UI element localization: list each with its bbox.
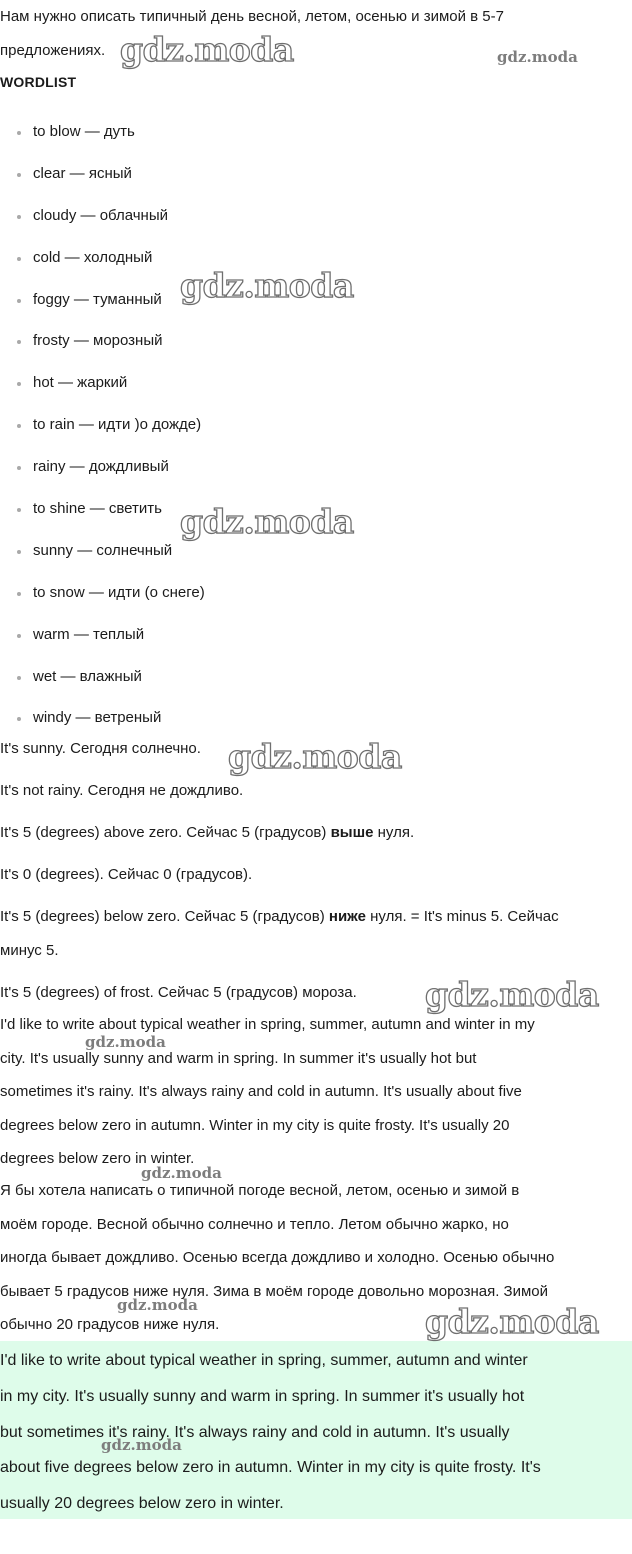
list-item: to snow — идти (о снеге) <box>0 575 205 617</box>
list-item: windy — ветреный <box>0 700 205 742</box>
answer-box <box>0 1341 632 1519</box>
paragraph-line: degrees below zero in winter. <box>0 1150 195 1168</box>
example-sentence: It's sunny. Сегодня солнечно. <box>0 740 201 757</box>
list-item: foggy — туманный <box>0 282 205 324</box>
list-item: rainy — дождливый <box>0 449 205 491</box>
example-sentence <box>0 906 559 928</box>
watermark-logo: gdz.moda <box>120 30 294 69</box>
example-sentence: It's not rainy. Сегодня не дождливо. <box>0 782 244 799</box>
paragraph-line: sometimes it's rainy. It's always rainy and cold in autumn. It's usually about five <box>0 1083 522 1101</box>
list-item: cold — холодный <box>0 240 205 282</box>
paragraph-line: бывает 5 градусов ниже нуля. Зима в моём городе довольно морозная. Зимой <box>0 1282 549 1300</box>
example-text: It's 5 (degrees) above zero. Сейчас 5 (градусов) <box>0 824 331 841</box>
list-item: to shine — светить <box>0 491 205 533</box>
list-item: to rain — идти )о дожде) <box>0 407 205 449</box>
list-item: hot — жаркий <box>0 365 205 407</box>
list-item: wet — влажный <box>0 659 205 701</box>
list-item: sunny — солнечный <box>0 533 205 575</box>
watermark-logo: gdz.moda <box>425 975 599 1014</box>
example-text: It's 5 (degrees) below zero. Сейчас 5 (градусов) <box>0 908 329 925</box>
paragraph-line: Я бы хотела написать о типичной погоде весной, летом, осенью и зимой в <box>0 1182 520 1199</box>
watermark-logo: gdz.moda <box>85 1033 166 1051</box>
paragraph-line: моём городе. Весной обычно солнечно и тепло. Летом обычно жарко, но <box>0 1215 509 1233</box>
intro-line-2: предложениях. <box>0 42 106 59</box>
wordlist-heading: WORDLIST <box>0 74 77 90</box>
example-text: нуля. = It's minus 5. Сейчас <box>365 908 559 925</box>
example-sentence: It's 5 (degrees) of frost. Сейчас 5 (градусов) мороза. <box>0 984 357 1001</box>
example-sentence: It's 0 (degrees). Сейчас 0 (градусов). <box>0 866 253 883</box>
intro-line-1: Нам нужно описать типичный день весной, летом, осенью и зимой в 5-7 <box>0 8 504 25</box>
watermark-logo: gdz.moda <box>425 1302 599 1341</box>
list-item: clear — ясный <box>0 156 205 198</box>
russian-paragraph <box>0 1174 632 1342</box>
example-sentence <box>0 822 414 844</box>
wordlist <box>0 114 205 742</box>
paragraph-line: city. It's usually sunny and warm in spring. In summer it's usually hot but <box>0 1049 477 1067</box>
watermark-logo: gdz.moda <box>101 1436 182 1454</box>
example-bold-word: выше <box>330 824 374 841</box>
list-item: warm — теплый <box>0 617 205 659</box>
example-sentence-continued: минус 5. <box>0 942 59 959</box>
list-item: cloudy — облачный <box>0 198 205 240</box>
watermark-logo: gdz.moda <box>497 48 578 66</box>
answer-line: in my city. It's usually sunny and warm in spring. In summer it's usually hot <box>0 1387 525 1405</box>
watermark-logo: gdz.moda <box>180 502 354 541</box>
watermark-logo: gdz.moda <box>180 266 354 305</box>
watermark-logo: gdz.moda <box>141 1164 222 1182</box>
answer-line: usually 20 degrees below zero in winter. <box>0 1495 284 1513</box>
answer-line: I'd like to write about typical weather in spring, summer, autumn and winter <box>0 1352 528 1369</box>
english-paragraph <box>0 1008 632 1176</box>
answer-line: about five degrees below zero in autumn. Winter in my city is quite frosty. It's <box>0 1459 541 1477</box>
answer-line: but sometimes it's rainy. It's always rainy and cold in autumn. It's usually <box>0 1423 510 1441</box>
example-bold-word: ниже <box>328 908 366 925</box>
paragraph-line: обычно 20 градусов ниже нуля. <box>0 1316 220 1334</box>
paragraph-line: degrees below zero in autumn. Winter in my city is quite frosty. It's usually 20 <box>0 1116 510 1134</box>
watermark-logo: gdz.moda <box>117 1296 198 1314</box>
list-item: to blow — дуть <box>0 114 205 156</box>
example-text: нуля. <box>373 824 415 841</box>
paragraph-line: I'd like to write about typical weather in spring, summer, autumn and winter in my <box>0 1016 535 1033</box>
paragraph-line: иногда бывает дождливо. Осенью всегда дождливо и холодно. Осенью обычно <box>0 1249 555 1267</box>
list-item: frosty — морозный <box>0 323 205 365</box>
watermark-logo: gdz.moda <box>228 737 402 776</box>
